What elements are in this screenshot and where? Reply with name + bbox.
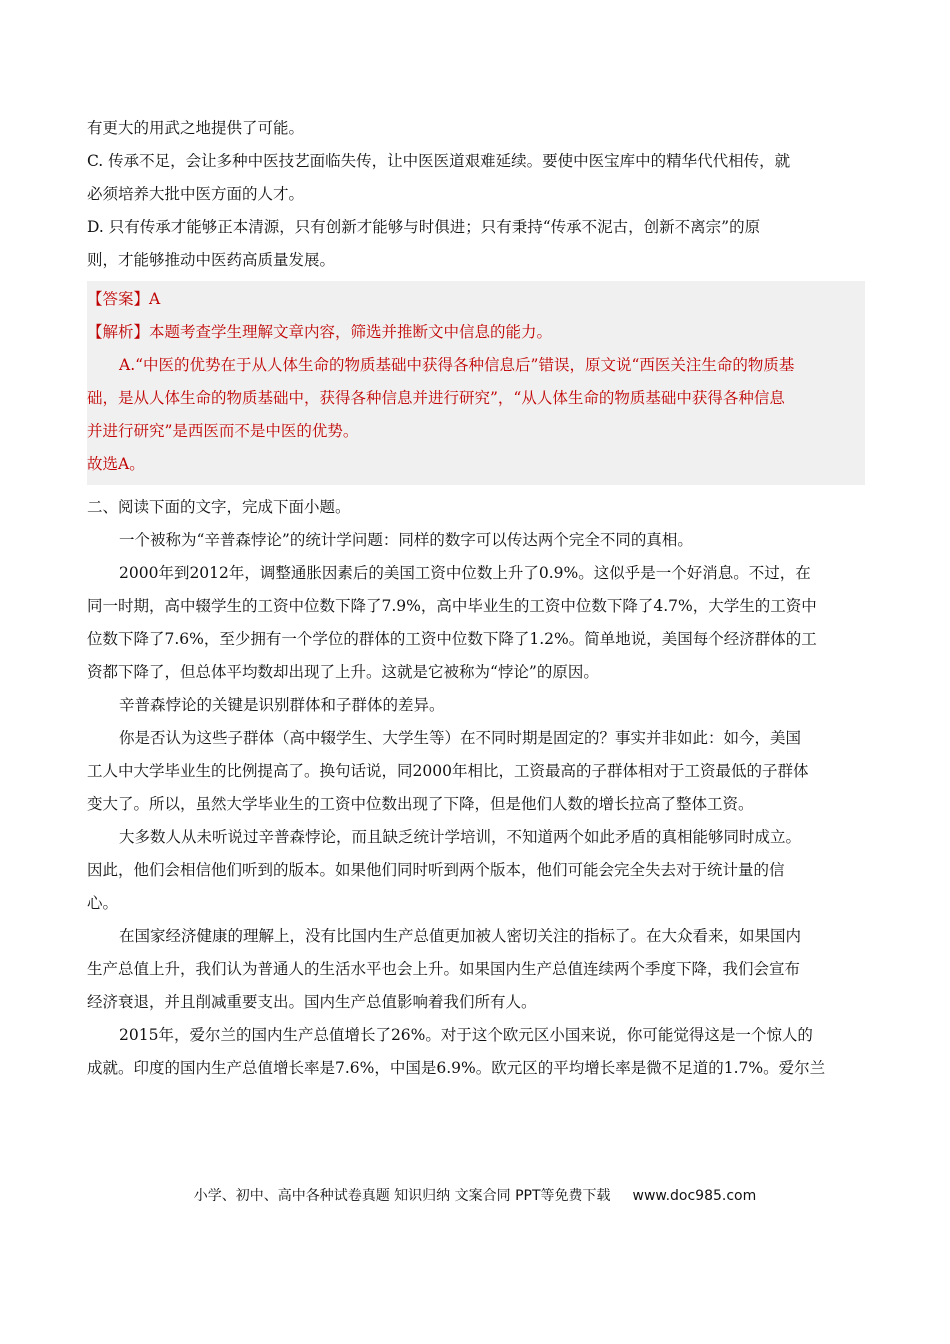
option-c-line-2: 必须培养大批中医方面的人才。	[87, 185, 305, 203]
option-d-line-1: D. 只有传承才能够正本清源，只有创新才能够与时俱进；只有秉持“传承不泥古，创新不离宗”的原	[87, 218, 761, 236]
document-body	[87, 112, 865, 1085]
option-d-line-2: 则，才能够推动中医药高质量发展。	[87, 251, 336, 269]
option-c-line-1: C. 传承不足，会让多种中医技艺面临失传，让中医医道艰难延续。要使中医宝库中的精华代代相传，就	[87, 152, 791, 170]
passage-line: 因此，他们会相信他们听到的版本。如果他们同时听到两个版本，他们可能会完全失去对于统计量的信	[87, 861, 785, 879]
passage-line: 位数下降了7.6%，至少拥有一个学位的群体的工资中位数下降了1.2%。简单地说，美国每个经济群体的工	[87, 630, 817, 648]
passage-line: 一个被称为“辛普森悖论”的统计学问题：同样的数字可以传达两个完全不同的真相。	[119, 531, 693, 549]
footer-text: 小学、初中、高中各种试卷真题 知识归纳 文案合同 PPT等免费下载	[193, 1188, 611, 1204]
section-heading: 二、阅读下面的文字，完成下面小题。	[87, 498, 351, 516]
passage-line: 心。	[87, 894, 119, 912]
passage-line: 生产总值上升，我们认为普通人的生活水平也会上升。如果国内生产总值连续两个季度下降，我们会宣布	[87, 960, 801, 978]
passage-line: 工人中大学毕业生的比例提高了。换句话说，同2000年相比，工资最高的子群体相对于工资最低的子群体	[87, 762, 809, 780]
passage-line: 成就。印度的国内生产总值增长率是7.6%，中国是6.9%。欧元区的平均增长率是微不足道的1.7%。爱尔兰	[87, 1059, 826, 1077]
passage-line: 大多数人从未听说过辛普森悖论，而且缺乏统计学培训，不知道两个如此矛盾的真相能够同时成立。	[119, 828, 802, 846]
footer-site: www.doc985.com	[632, 1188, 757, 1204]
answer-box	[87, 281, 865, 485]
answer-conclusion: 故选A。	[87, 455, 145, 473]
analysis-line-3: 并进行研究”是西医而不是中医的优势。	[87, 422, 359, 440]
answer-line: 【答案】A	[87, 290, 161, 308]
passage-line: 变大了。所以，虽然大学毕业生的工资中位数出现了下降，但是他们人数的增长拉高了整体工资。	[87, 795, 754, 813]
analysis-line-1: A.“中医的优势在于从人体生命的物质基础中获得各种信息后”错误，原文说“西医关注生命的物质基	[119, 356, 795, 374]
passage-line: 2015年，爱尔兰的国内生产总值增长了26%。对于这个欧元区小国来说，你可能觉得这是一个惊人的	[119, 1026, 813, 1044]
option-b-tail: 有更大的用武之地提供了可能。	[87, 119, 305, 137]
passage-line: 辛普森悖论的关键是识别群体和子群体的差异。	[119, 696, 445, 714]
passage-line: 经济衰退，并且削减重要支出。国内生产总值影响着我们所有人。	[87, 993, 537, 1011]
passage-line: 同一时期，高中辍学生的工资中位数下降了7.9%，高中毕业生的工资中位数下降了4.7%，大学生的工资中	[87, 597, 817, 615]
page-footer	[0, 1185, 950, 1205]
passage-line: 在国家经济健康的理解上，没有比国内生产总值更加被人密切关注的指标了。在大众看来，如果国内	[119, 927, 802, 945]
analysis-intro: 【解析】本题考查学生理解文章内容，筛选并推断文中信息的能力。	[87, 323, 553, 341]
passage	[87, 524, 865, 1085]
passage-line: 你是否认为这些子群体（高中辍学生、大学生等）在不同时期是固定的？事实并非如此：如今，美国	[119, 729, 802, 747]
passage-line: 2000年到2012年，调整通胀因素后的美国工资中位数上升了0.9%。这似乎是一个好消息。不过，在	[119, 564, 811, 582]
analysis-line-2: 础，是从人体生命的物质基础中，获得各种信息并进行研究”，“从人体生命的物质基础中获得各种信息	[87, 389, 785, 407]
passage-line: 资都下降了，但总体平均数却出现了上升。这就是它被称为“悖论”的原因。	[87, 663, 599, 681]
